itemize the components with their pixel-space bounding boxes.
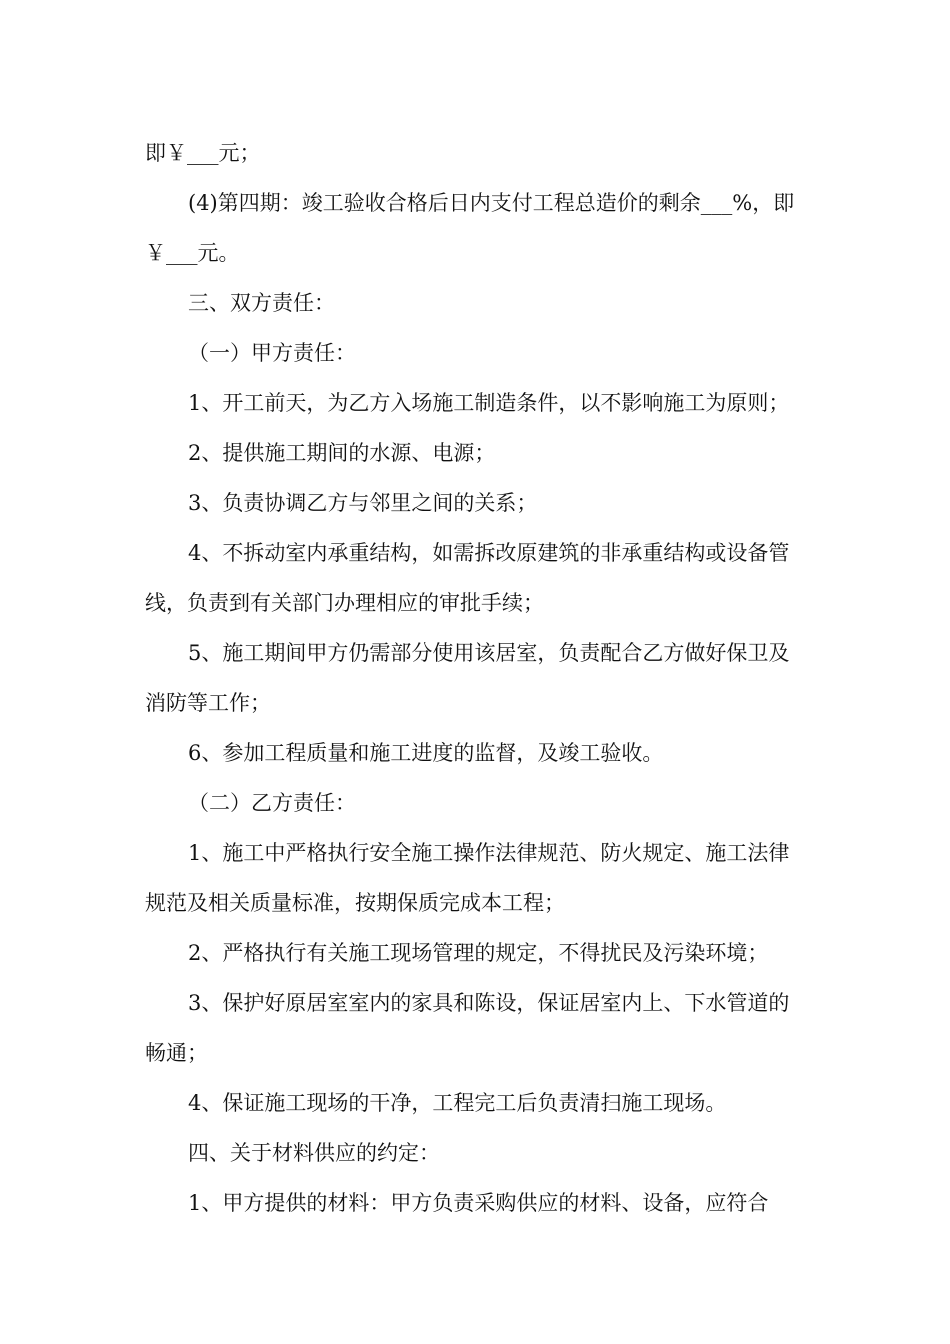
heading-mutual-responsibilities: 三、双方责任： bbox=[188, 291, 335, 315]
heading-party-a-responsibilities: （一）甲方责任： bbox=[188, 341, 356, 365]
paragraph-payment-4: (4)第四期：竣工验收合格后日内支付工程总造价的剩余___%，即￥___元。 bbox=[145, 191, 795, 265]
party-a-item-1: 1、开工前天，为乙方入场施工制造条件，以不影响施工为原则； bbox=[188, 391, 790, 415]
document-body bbox=[145, 128, 810, 1228]
party-a-item-5: 5、施工期间甲方仍需部分使用该居室，负责配合乙方做好保卫及消防等工作； bbox=[145, 641, 790, 715]
party-a-item-3: 3、负责协调乙方与邻里之间的关系； bbox=[188, 491, 538, 515]
party-b-item-1: 1、施工中严格执行安全施工操作法律规范、防火规定、施工法律规范及相关质量标准，按期保质完成本工程； bbox=[145, 841, 790, 915]
party-b-item-3: 3、保护好原居室室内的家具和陈设，保证居室内上、下水管道的畅通； bbox=[145, 991, 790, 1065]
material-item-1: 1、甲方提供的材料：甲方负责采购供应的材料、设备，应符合 bbox=[188, 1191, 769, 1215]
party-b-item-2: 2、严格执行有关施工现场管理的规定，不得扰民及污染环境； bbox=[188, 941, 769, 965]
party-a-item-6: 6、参加工程质量和施工进度的监督，及竣工验收。 bbox=[188, 741, 664, 765]
party-b-item-4: 4、保证施工现场的干净，工程完工后负责清扫施工现场。 bbox=[188, 1091, 727, 1115]
party-a-item-4: 4、不拆动室内承重结构，如需拆改原建筑的非承重结构或设备管线，负责到有关部门办理相应的审批手续； bbox=[145, 541, 790, 615]
heading-material-supply: 四、关于材料供应的约定： bbox=[188, 1141, 440, 1165]
paragraph-payment-3-amount: 即￥___元； bbox=[145, 141, 261, 165]
heading-party-b-responsibilities: （二）乙方责任： bbox=[188, 791, 356, 815]
party-a-item-2: 2、提供施工期间的水源、电源； bbox=[188, 441, 496, 465]
